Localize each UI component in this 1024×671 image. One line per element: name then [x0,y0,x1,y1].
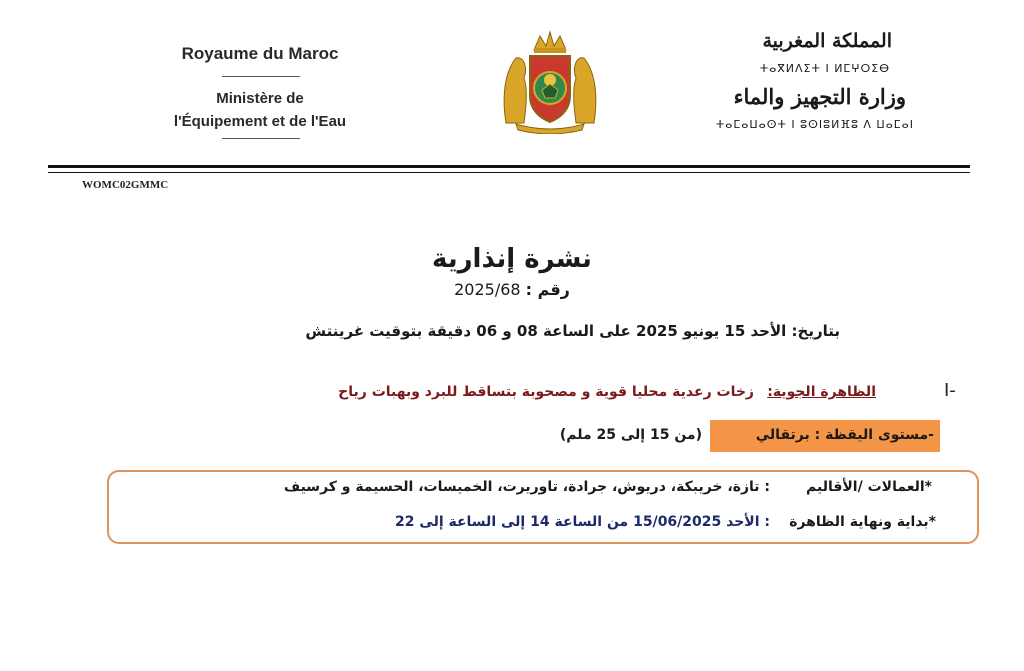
header-rule-thin [48,172,970,173]
alert-level-box [710,420,940,452]
alert-level-label: -مستوى اليقظة : [814,427,934,443]
phenomenon-value: زخات رعدية محليا قوية و مصحوبة بتساقط للبرد وبهبات رياح [338,384,754,400]
bulletin-number [412,280,612,299]
kingdom-name-tifinagh: ⵜⴰⴳⵍⴷⵉⵜ ⵏ ⵍⵎⵖⵔⵉⴱ [759,62,890,75]
ministry-name-ar: وزارة التجهيز والماء [733,84,906,109]
header-fr-rule-1 [222,76,300,77]
period-label: *بداية ونهاية الظاهرة [789,514,936,530]
bulletin-title: نشرة إنذارية [432,244,592,274]
alert-level-text [756,427,934,443]
period-value: : الأحد 15/06/2025 من الساعة 14 إلى الساعة إلى 22 [395,514,770,530]
ministry-name-fr-line1: Ministère de [216,90,304,107]
precipitation-amount: (من 15 إلى 25 ملم) [559,427,702,443]
bulletin-number-value: 2025/68 [454,280,521,299]
provinces-label: *العمالات /الأقاليم [806,479,932,495]
header-rule-thick [48,165,970,168]
section-index: I- [944,380,956,401]
phenomenon-label: الظاهرة الجوية: [767,384,876,400]
kingdom-name-ar: المملكة المغربية [762,30,892,52]
provinces-value: : تازة، خريبكة، دريوش، جرادة، تاوريرت، الخميسات، الحسيمة و كرسيف [283,479,770,495]
ministry-name-fr-line2: l'Équipement et de l'Eau [173,113,347,130]
document-code: WOMC02GMMC [82,179,169,191]
kingdom-name-fr: Royaume du Maroc [181,44,339,63]
bulletin-number-label: رقم : [525,280,570,299]
ministry-name-tifinagh: ⵜⴰⵎⴰⵡⴰⵙⵜ ⵏ ⵓⵙⵏⵓⵍⴼⵓ ⴷ ⵡⴰⵎⴰⵏ [715,118,914,131]
bulletin-date: بتاريخ: الأحد 15 يونيو 2025 على الساعة 08 و 06 دقيقة بتوقيت غرينتش [305,322,840,340]
header-fr-rule-2 [222,138,300,139]
alert-level-value: برتقالي [755,427,810,443]
coat-of-arms-icon [498,28,602,134]
